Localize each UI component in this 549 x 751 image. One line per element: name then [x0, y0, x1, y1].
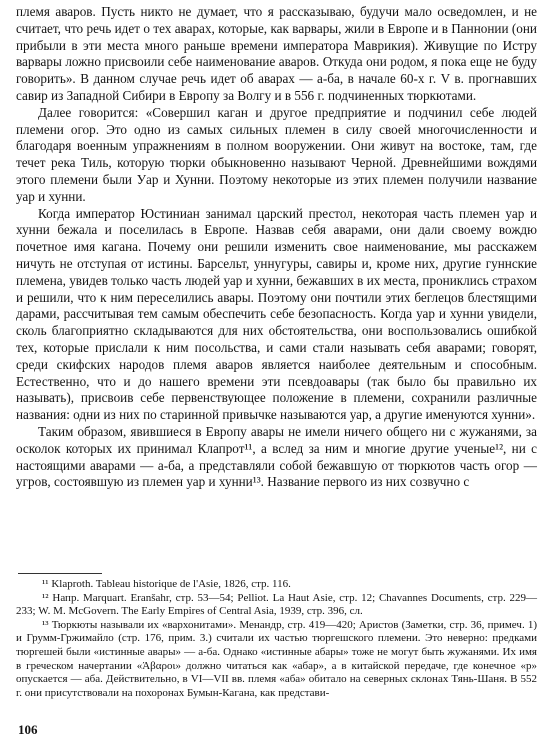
page-number: 106 — [18, 722, 38, 737]
footnotes — [16, 578, 537, 700]
paragraph: племя аваров. Пусть никто не думает, что я рассказываю, будучи мало осведомлен, и не считает, что речь идет о тех аварах, которые, как варвары, жили в Европе и в Паннонии (они прибыли в эти места много раньше времени императора Маврикия). Живущие по Истру варвары ложно присвоили себе наименование аваров. Откуда они родом, я пока еще не буду говорить». В данном случае речь идет об аварах — а-ба, в начале 60-х г. V в. прогнавших савир из Западной Сибири в Европу за Волгу и в 556 г. подчиненных тюркютами. — [16, 4, 537, 103]
paragraph: Когда император Юстиниан занимал царский престол, некоторая часть племен уар и хунни бежала и поселилась в Европе. Назвав себя аварами, они дали своему вождю почетное имя кагана. Почему они решили изменить свое наименование, мы расскажем ничуть не отступая от истины. Барсельт, уннугуры, савиры и, кроме них, другие гуннские племена, увидев только часть людей уар и хунни, бежавших в их места, прониклись страхом и решили, что к ним переселились авары. Поэтому они почтили этих беглецов блестящими дарами, рассчитывая тем самым обеспечить себе безопасность. Когда уар и хунни увидели, сколь благоприятно складываются для них обстоятельства, они воспользовались ошибкой тех, которые прислали к ним посольства, и сами стали называть себя аварами; говорят, среди скифских народов племя аваров является наиболее деятельным и способным. Естественно, что и до нашего времени эти псевдоавары (так было бы правильно их называть), присвоив себе первенствующее положение в племени, сохранили различные названия: одни из них по старинной привычке называются уар, а другие именуются хунни». — [16, 205, 537, 423]
footnote: ¹² Напр. Marquart. Eranšahr, стр. 53—54; Pelliot. La Haut Asie, стр. 12; Chavannes Documents, стр. 229—233; W. M. McGovern. The Early Empires of Central Asia, 1939, стр. 396, сл. — [16, 591, 537, 618]
footnote: ¹¹ Klaproth. Tableau historique de l'Asie, 1826, стр. 116. — [42, 578, 291, 590]
paragraph: Далее говорится: «Совершил каган и другое предприятие и подчинил себе людей племени огор. Это одно из самых сильных племен в силу своей многочисленности и благодаря военным упражнениям в полном вооружении. Они живут на востоке, там, где течет река Тиль, которую тюрки обыкновенно называют Черной. Древнейшими вождями этого племени были Уар и Хунни. Поэтому некоторые из этих племен получили название уар и хунни. — [16, 104, 537, 204]
main-text — [16, 4, 537, 491]
footnote-rule — [18, 573, 102, 574]
footnote: ¹³ Тюркюты называли их «вархонитами». Менандр, стр. 419—420; Аристов (Заметки, стр. 36, примеч. 1) и Грумм-Гржимайло (стр. 176, прим. 3.) считали их частью тюргешского племени. Это неверно: предками тюргешей были «истинные авары» — а-ба. Однако «истинные абары» тоже не могут быть жужанями. Их имя в греческом начертании «Άβαροι» должно читаться как «абар», а в китайской передаче, где конечное «р» опускается — аба. Действительно, в VI—VII вв. племя «аба» обитало на северных склонах Тянь-Шаня. В 552 г. они присутствовали на похоронах Бумын-Кагана, как представи- — [16, 618, 537, 699]
paragraph: Таким образом, явившиеся в Европу авары не имели ничего общего ни с жужанями, за осколок которых их принимал Клапрот¹¹, а вслед за ним и многие другие ученые¹², ни с настоящими аварами — а-ба, а представляли собой бежавшую от тюркютов часть огор — угров, состоявшую из племен уар и хунни¹³. Название первого из них созвучно с — [16, 423, 537, 490]
